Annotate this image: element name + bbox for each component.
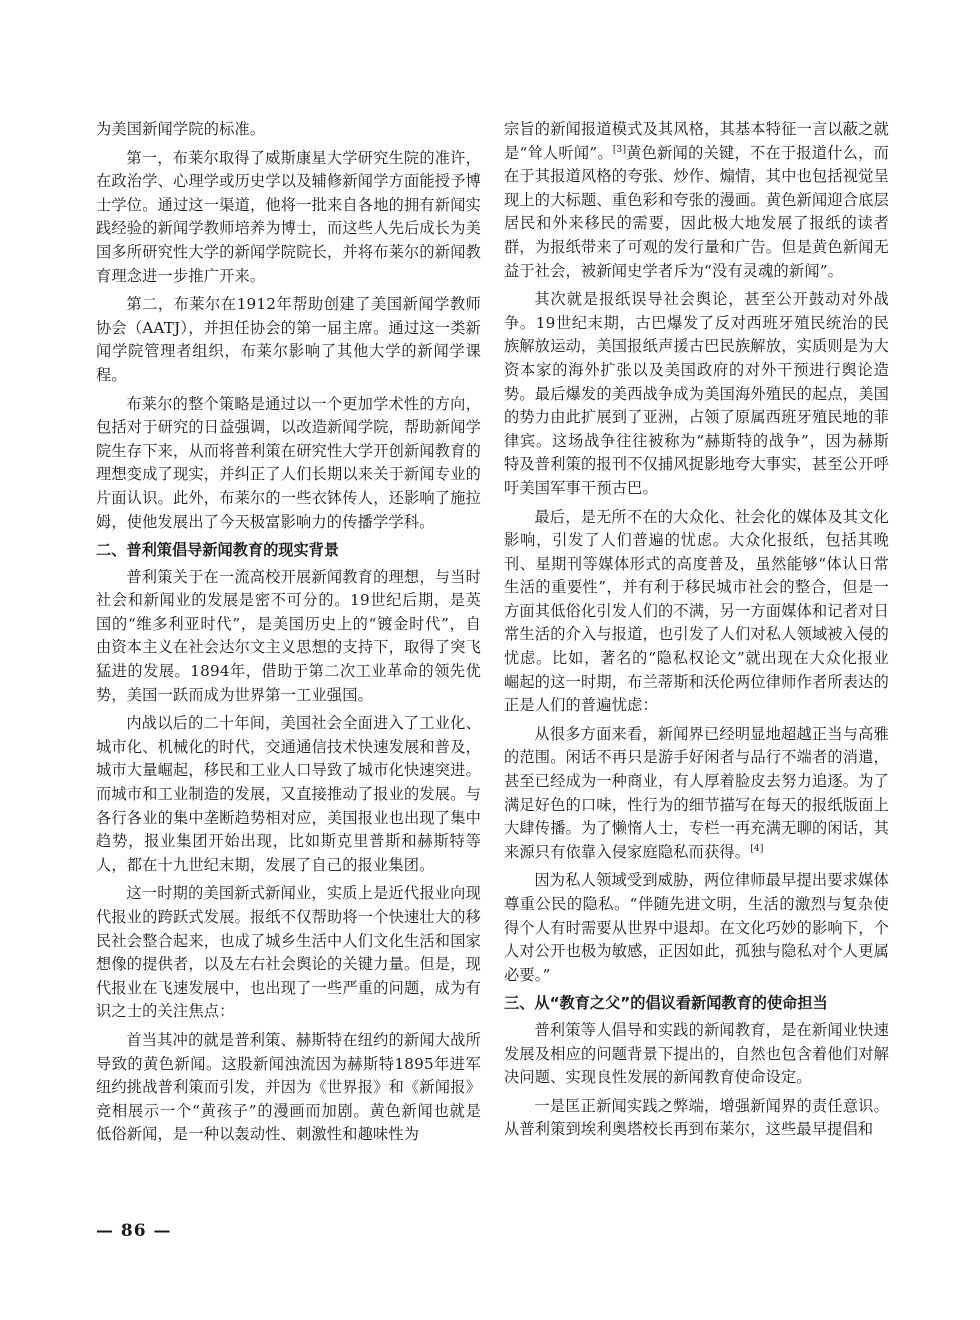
paragraph: 因为私人领域受到威胁，两位律师最早提出要求媒体尊重公民的隐私。“伴随先进文明，生活的激烈与复杂使得个人有时需要从世界中退却。在文化巧妙的影响下，个人对公开也极为敏感，正因如此，孤独与隐私对个人更属必要。” [504,871,889,984]
paragraph-text: 黄色新闻的关键，不在于报道什么，而在于其报道风格的夸张、炒作、煽情，其中也包括视觉呈现上的大标题、重色彩和夸张的漫画。黄色新闻迎合底层居民和外来移民的需要，因此极大地发展了报纸的读者群，为报纸带来了可观的发行量和广告。但是黄色新闻无益于社会，被新闻史学者斥为“没有灵魂的新闻”。 [504,143,889,280]
citation-marker: [3] [612,144,627,155]
right-column [504,118,889,1147]
citation-marker: [4] [750,843,764,854]
section-heading: 二、普利策倡导新闻教育的现实背景 [96,541,339,560]
paragraph-text: 宗旨的新闻报道模式及其风格，其基本特征一言以蔽之就是“耸人听闻”。 [504,120,889,162]
paragraph [504,118,889,283]
paragraph: 布莱尔的整个策略是通过以一个更加学术性的方向，包括对于研究的日益强调，以改造新闻学院，帮助新闻学院生存下来，从而将普利策在研究性大学开创新闻教育的理想变成了现实，并纠正了人们长期以来关于新闻专业的片面认识。此外，布莱尔的一些衣钵传人，还影响了施拉姆，使他发展出了今天极富影响力的传播学学科。 [96,394,481,531]
paragraph: 第一，布莱尔取得了威斯康星大学研究生院的准许，在政治学、心理学或历史学以及辅修新闻学方面能授予博士学位。通过这一渠道，他将一批来自各地的拥有新闻实践经验的新闻学教师培养为博士，而这些人先后成长为美国多所研究性大学的新闻学院院长，并将布莱尔的新闻教育理念进一步推广开来。 [96,148,481,285]
paragraph: 普利策等人倡导和实践的新闻教育，是在新闻业快速发展及相应的问题背景下提出的，自然也包含着他们对解决问题、实现良性发展的新闻教育使命设定。 [504,1020,889,1087]
paragraph: 这一时期的美国新式新闻业，实质上是近代报业向现代报业的跨跃式发展。报纸不仅帮助将一个快速壮大的移民社会整合起来，也成了城乡生活中人们文化生活和国家想像的提供者，以及左右社会舆论的关键力量。但是，现代报业在飞速发展中，也出现了一些严重的问题，成为有识之士的关注焦点： [96,884,481,1021]
paragraph: 最后，是无所不在的大众化、社会化的媒体及其文化影响，引发了人们普遍的忧虑。大众化报纸，包括其晚刊、星期刊等媒体形式的高度普及，虽然能够“体认日常生活的重要性”，并有利于移民城市社会的整合，但是一方面其低俗化引发人们的不满，另一方面媒体和记者对日常生活的介入与报道，也引发了人们对私人领域被入侵的忧虑。比如，著名的“隐私权论文”就出现在大众化报业崛起的这一时期，布兰蒂斯和沃伦两位律师作者所表达的正是人们的普遍忧虑： [504,507,889,715]
page-number: — 86 — [96,1221,172,1241]
paragraph: 其次就是报纸误导社会舆论，甚至公开鼓动对外战争。19世纪末期，古巴爆发了反对西班牙殖民统治的民族解放运动，美国报纸声援古巴民族解放，实质则是为大资本家的海外扩张以及美国政府的对外干预进行舆论造势。最后爆发的美西战争成为美国海外殖民的起点，美国的势力由此扩展到了亚洲，占领了原属西班牙殖民地的菲律宾。这场战争往往被称为“赫斯特的战争”，因为赫斯特及普利策的报刊不仅捕风捉影地夸大事实，甚至公开呼吁美国军事干预古巴。 [504,290,889,497]
paragraph: 内战以后的二十年间，美国社会全面进入了工业化、城市化、机械化的时代，交通通信技术快速发展和普及，城市大量崛起，移民和工业人口导致了城市化快速突进。而城市和工业制造的发展，又直接推动了报业的发展。与各行各业的集中垄断趋势相对应，美国报业也出现了集中趋势，报业集团开始出现，比如斯克里普斯和赫斯特等人，都在十九世纪末期，发展了自己的报业集团。 [96,714,481,874]
quoted-paragraph [504,723,889,865]
section-heading: 三、从“教育之父”的倡议看新闻教育的使命担当 [504,994,828,1013]
paragraph: 为美国新闻学院的标准。 [96,120,266,138]
paragraph-text: 从很多方面来看，新闻界已经明显地超越正当与高雅的范围。闲话不再只是游手好闲者与品行不端者的消遣，甚至已经成为一种商业，有人厚着脸皮去努力追逐。为了满足好色的口味，性行为的细节描写在每天的报纸版面上大肆传播。为了懒惰人士，专栏一再充满无聊的闲话，其来源只有依靠入侵家庭隐私而获得。 [504,724,889,861]
paragraph: 普利策关于在一流高校开展新闻教育的理想，与当时社会和新闻业的发展是密不可分的。19世纪后期，是英国的“维多利亚时代”，是美国历史上的“镀金时代”，自由资本主义在社会达尔文主义思想的支持下，取得了突飞猛进的发展。1894年，借助于第二次工业革命的领先优势，美国一跃而成为世界第一工业强国。 [96,567,481,704]
paragraph: 一是匡正新闻实践之弊端，增强新闻界的责任意识。从普利策到埃利奥塔校长再到布莱尔，这些最早提倡和 [504,1096,889,1139]
left-column [96,118,481,1152]
paragraph: 第二，布莱尔在1912年帮助创建了美国新闻学教师协会（AATJ），并担任协会的第一届主席。通过这一类新闻学院管理者组织，布莱尔影响了其他大学的新闻学课程。 [96,295,481,384]
paragraph: 首当其冲的就是普利策、赫斯特在纽约的新闻大战所导致的黄色新闻。这股新闻浊流因为赫斯特1895年进军纽约挑战普利策而引发，并因为《世界报》和《新闻报》竞相展示一个“黄孩子”的漫画而加剧。黄色新闻也就是低俗新闻，是一种以轰动性、刺激性和趣味性为 [96,1030,481,1144]
